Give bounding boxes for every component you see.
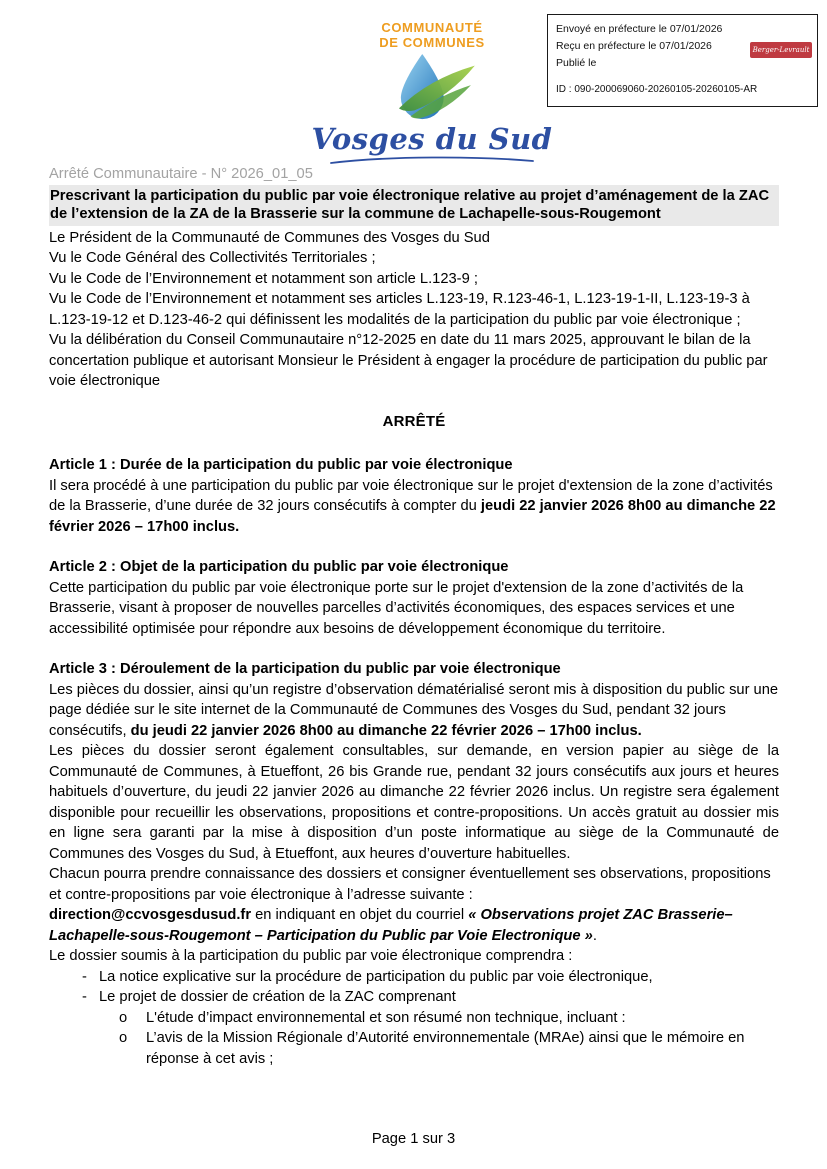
email-subject-quote: « Observations projet ZAC Brasserie– Lachapelle-sous-Rougemont – Participation du Public par Voie Electronique »	[49, 907, 733, 944]
list-item-text: Le projet de dossier de création de la ZAC comprenant	[99, 989, 456, 1005]
circle-bullet: o	[119, 1009, 128, 1026]
dash-bullet: -	[82, 968, 87, 985]
article3-p4-period: .	[592, 927, 597, 944]
logo	[302, 20, 562, 165]
article3-paragraph-4	[49, 905, 779, 946]
email-address: direction@ccvosgesdusud.fr	[49, 907, 252, 923]
logo-name: Vosges du Sud	[311, 122, 553, 156]
page-number: Page 1 sur 3	[371, 1131, 456, 1147]
stamp-id-line: ID : 090-200069060-20260105-20260105-AR	[556, 84, 758, 95]
badge-text: Berger-Levrault	[752, 45, 810, 54]
article1-heading: Article 1 : Durée de la participation du public par voie électronique	[49, 457, 513, 473]
preamble-line: Vu le Code de l’Environnement et notamment ses articles L.123-19, R.123-46-1, L.123-19-1-II, L.123-19-3 à L.123-19-12 et D.123-46-2 qui définissent les modalités de la participation du public par voie électronique ;	[49, 291, 750, 328]
stamp-received-line: Reçu en préfecture le 07/01/2026	[556, 40, 712, 52]
article3-p1-text: Les pièces du dossier, ainsi qu’un registre d’observation dématérialisé seront mis à disposition du public sur une page dédiée sur le site internet de la Communauté de Communes des Vosges du Sud, pendant 32 jours consécutifs,	[49, 681, 779, 739]
document-body	[49, 164, 779, 1069]
sub-list-item-text: L’avis de la Mission Régionale d’Autorité environnementale (MRAe) ainsi que le mémoire en réponse à cet avis ;	[146, 1030, 745, 1067]
preamble-line: Vu le Code de l’Environnement et notamment son article L.123-9 ;	[49, 270, 478, 287]
preamble-line: Vu le Code Général des Collectivités Territoriales ;	[49, 250, 376, 266]
sub-list-item-text: L'étude d’impact environnemental et son résumé non technique, incluant :	[146, 1009, 626, 1026]
document-title: Prescrivant la participation du public par voie électronique relative au projet d’aménagement de la ZAC de l’extension de la ZA de la Brasserie sur la commune de Lachapelle-sous-Rougemont	[49, 185, 779, 226]
prefecture-stamp	[547, 14, 818, 107]
article1-dates-bold: jeudi 22 janvier 2026 8h00 au dimanche 22 février 2026 – 17h00 inclus.	[49, 498, 776, 535]
arrete-heading: ARRÊTÉ	[382, 412, 446, 430]
preamble-line: Vu la délibération du Conseil Communautaire n°12-2025 en date du 11 mars 2025, approuvant le bilan de la concertation publique et autorisant Monsieur le Président à engager la procédure de participation du public par voie électronique	[49, 332, 768, 389]
article1-text: Il sera procédé à une participation du public par voie électronique sur le projet d'extension de la zone d’activités de la Brasserie, d’une durée de 32 jours consécutifs à compter du	[49, 477, 773, 514]
document-reference: Arrêté Communautaire - N° 2026_01_05	[49, 166, 313, 182]
circle-bullet: o	[119, 1030, 128, 1046]
article3-paragraph-1	[49, 680, 779, 742]
stamp-published-line: Publié le	[556, 57, 597, 69]
list-item-text: La notice explicative sur la procédure de participation du public par voie électronique,	[99, 968, 653, 985]
article2-heading: Article 2 : Objet de la participation du public par voie électronique	[49, 559, 509, 575]
article3-paragraph-2: Les pièces du dossier seront également consultables, sur demande, en version papier au siège de la Communauté de Communes, à Etueffont, 26 bis Grande rue, pendant 32 jours consécutifs aux jours et heures habituels d’ouverture, du jeudi 22 janvier 2026 au dimanche 22 février 2026 inclus. Un registre sera également disponible pour recueillir les observations, propositions et contre-propositions. Un accès gratuit au dossier mis en ligne sera garanti par la mise à disposition d’un poste informatique au siège de la Communauté de Communes des Vosges du Sud, à Etueffont, aux heures d’ouverture habituelles.	[49, 743, 779, 862]
berger-levrault-badge	[750, 42, 812, 58]
list-item	[49, 987, 779, 1008]
sub-list-item	[49, 1028, 779, 1069]
list-item	[49, 967, 779, 988]
article3-paragraph-5: Le dossier soumis à la participation du public par voie électronique comprendra :	[49, 948, 573, 964]
sub-list-item	[49, 1008, 779, 1029]
water-drop-leaf-icon	[384, 52, 480, 124]
article2-body: Cette participation du public par voie électronique porte sur le projet d'extension de la zone d’activités de la Brasserie, visant à proposer de nouvelles parcelles d’activités économiques, des espaces services et une accessibilité optimisée pour répondre aux besoins de développement économique du territoire.	[49, 579, 744, 637]
preamble-line: Le Président de la Communauté de Communes des Vosges du Sud	[49, 229, 490, 246]
article3-paragraph-3: Chacun pourra prendre connaissance des dossiers et consigner éventuellement ses observations, propositions et contre-propositions par voie électronique à l’adresse suivante :	[49, 866, 771, 903]
dash-bullet: -	[82, 989, 87, 1005]
logo-org-line1: COMMUNAUTÉ	[381, 20, 483, 35]
logo-org-line2: DE COMMUNES	[379, 35, 485, 50]
article1-body	[49, 476, 779, 538]
stamp-sent-line: Envoyé en préfecture le 07/01/2026	[556, 23, 723, 35]
article3-p4-text: en indiquant en objet du courriel	[251, 907, 469, 923]
article3-heading: Article 3 : Déroulement de la participation du public par voie électronique	[49, 661, 561, 677]
article3-p1-dates-bold: du jeudi 22 janvier 2026 8h00 au dimanche 22 février 2026 – 17h00 inclus.	[130, 722, 642, 739]
